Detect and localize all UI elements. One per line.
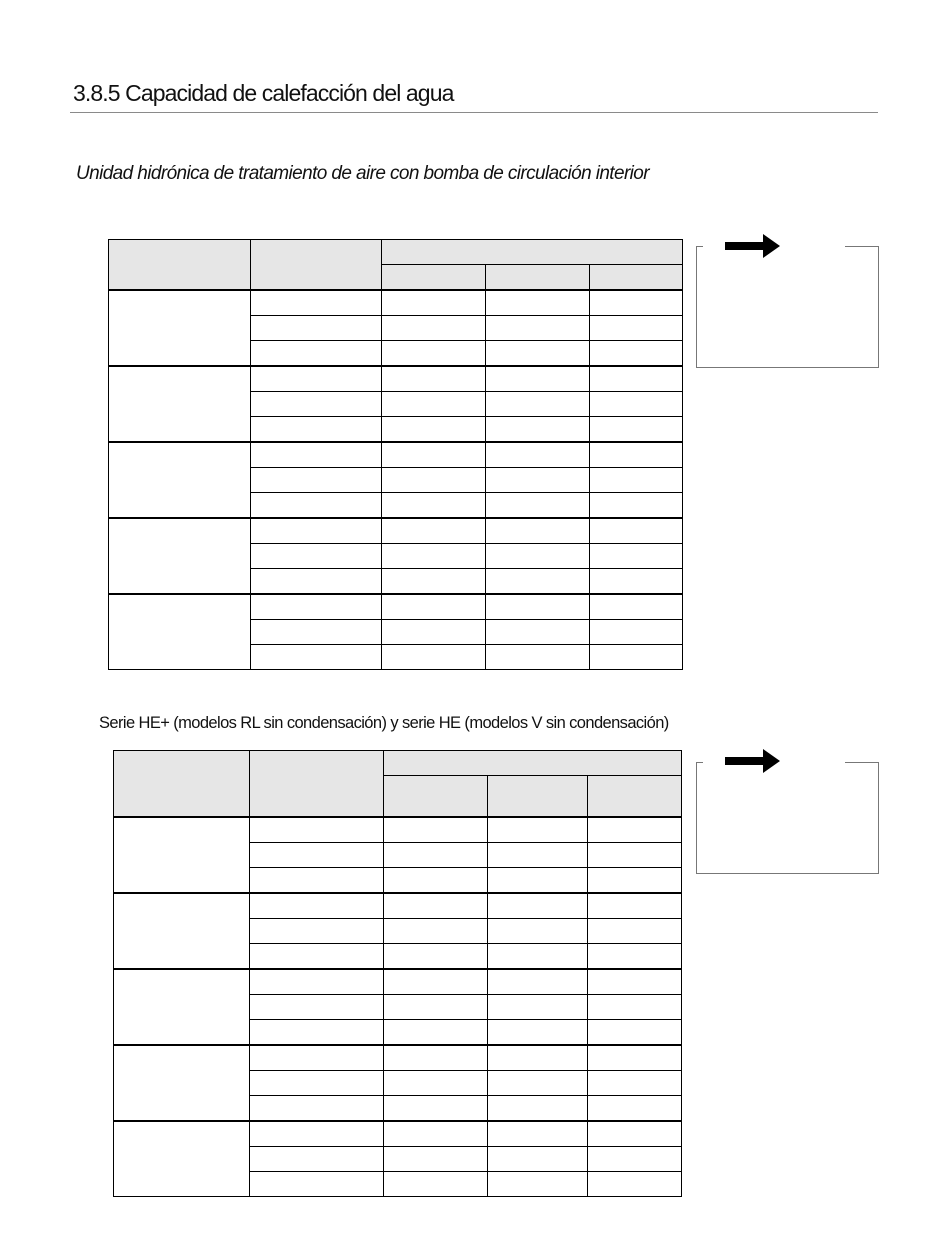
table-cell (488, 1121, 588, 1147)
table-cell (382, 417, 486, 443)
table-cell (590, 290, 683, 316)
arrow-right-icon (722, 231, 782, 261)
table-cell (384, 995, 488, 1020)
table-cell (590, 645, 683, 670)
table-cell (382, 544, 486, 569)
table-cell (590, 316, 683, 341)
note-box-1 (696, 246, 879, 368)
table-row (109, 442, 683, 468)
table-row (109, 290, 683, 316)
section-1-subtitle: Unidad hidrónica de tratamiento de aire con bomba de circulación interior (76, 163, 649, 184)
table-header-row (109, 240, 683, 265)
table-cell (384, 893, 488, 919)
header-cell-condition (250, 751, 384, 818)
table-cell (486, 417, 590, 443)
table-cell (251, 620, 382, 645)
table-cell (384, 1096, 488, 1122)
table-cell (384, 919, 488, 944)
subheader-cell (486, 265, 590, 291)
table-cell (251, 442, 382, 468)
table-cell (250, 1147, 384, 1172)
table-row (114, 1045, 682, 1071)
arrow-right-icon (722, 746, 782, 776)
table-cell (250, 868, 384, 894)
table-cell (382, 366, 486, 392)
table-cell (251, 392, 382, 417)
table-cell (588, 1045, 682, 1071)
table-cell (486, 493, 590, 519)
subheader-cell (384, 776, 488, 818)
table-cell (251, 341, 382, 367)
table-cell (486, 620, 590, 645)
subheader-cell (590, 265, 683, 291)
table-cell (250, 1121, 384, 1147)
table-cell (488, 1147, 588, 1172)
table-cell (251, 316, 382, 341)
table-cell (590, 392, 683, 417)
table-row (114, 817, 682, 843)
group-label-cell (114, 1121, 250, 1197)
table-cell (250, 893, 384, 919)
header-cell-model (114, 751, 250, 818)
group-label-cell (114, 969, 250, 1045)
group-label-cell (114, 893, 250, 969)
table-cell (590, 493, 683, 519)
table-cell (251, 417, 382, 443)
table-cell (588, 843, 682, 868)
table-cell (488, 969, 588, 995)
subheader-cell (488, 776, 588, 818)
table-cell (382, 620, 486, 645)
header-cell-group (382, 240, 683, 265)
table-row (114, 893, 682, 919)
table-cell (590, 620, 683, 645)
table-cell (588, 1172, 682, 1197)
table-cell (588, 1147, 682, 1172)
table-cell (486, 392, 590, 417)
heating-capacity-table-2 (113, 750, 682, 1197)
table-cell (486, 468, 590, 493)
table-cell (588, 1071, 682, 1096)
table-row (114, 1121, 682, 1147)
table-cell (488, 893, 588, 919)
table-cell (590, 594, 683, 620)
table-cell (384, 944, 488, 970)
table-cell (486, 341, 590, 367)
subheader-cell (382, 265, 486, 291)
table-cell (486, 518, 590, 544)
table-cell (588, 1096, 682, 1122)
table-cell (486, 645, 590, 670)
table-cell (488, 995, 588, 1020)
table-cell (382, 290, 486, 316)
table-cell (488, 919, 588, 944)
table-cell (250, 919, 384, 944)
table-cell (384, 969, 488, 995)
table-cell (488, 817, 588, 843)
table-cell (382, 442, 486, 468)
table-cell (588, 893, 682, 919)
table-cell (590, 417, 683, 443)
table-cell (488, 868, 588, 894)
table-cell (486, 544, 590, 569)
table-cell (486, 366, 590, 392)
table-cell (384, 1172, 488, 1197)
table-cell (588, 944, 682, 970)
table-cell (588, 1121, 682, 1147)
group-label-cell (109, 366, 251, 442)
table-cell (588, 919, 682, 944)
table-cell (488, 1071, 588, 1096)
table-cell (590, 544, 683, 569)
table-cell (382, 594, 486, 620)
table-cell (384, 1121, 488, 1147)
table-row (109, 594, 683, 620)
group-label-cell (114, 1045, 250, 1121)
table-cell (588, 995, 682, 1020)
table-cell (486, 290, 590, 316)
table-cell (590, 442, 683, 468)
table-cell (488, 1020, 588, 1046)
table-cell (250, 817, 384, 843)
table-cell (382, 645, 486, 670)
table-cell (384, 1147, 488, 1172)
note-box-2 (696, 762, 879, 874)
table-row (114, 969, 682, 995)
table-row (109, 366, 683, 392)
table-cell (486, 442, 590, 468)
table-cell (251, 645, 382, 670)
table-cell (384, 1071, 488, 1096)
table-cell (590, 569, 683, 595)
table-cell (486, 316, 590, 341)
group-label-cell (109, 518, 251, 594)
table-cell (384, 1045, 488, 1071)
section-2-subtitle: Serie HE+ (modelos RL sin condensación) y serie HE (modelos V sin condensación) (99, 714, 669, 732)
table-cell (486, 569, 590, 595)
table-cell (384, 843, 488, 868)
table-cell (251, 594, 382, 620)
table-row (109, 518, 683, 544)
table-cell (251, 290, 382, 316)
group-label-cell (109, 594, 251, 670)
heating-capacity-table-1 (108, 239, 683, 670)
header-cell-model (109, 240, 251, 291)
table-cell (590, 341, 683, 367)
group-label-cell (109, 290, 251, 366)
heading-rule (70, 112, 878, 113)
table-cell (250, 1020, 384, 1046)
table-cell (382, 468, 486, 493)
table-cell (250, 969, 384, 995)
table-cell (382, 493, 486, 519)
table-cell (382, 341, 486, 367)
table-cell (588, 817, 682, 843)
table-cell (488, 1045, 588, 1071)
table-cell (488, 843, 588, 868)
table-cell (384, 817, 488, 843)
table-cell (250, 1045, 384, 1071)
table-cell (590, 518, 683, 544)
table-cell (382, 518, 486, 544)
table-cell (251, 518, 382, 544)
table-cell (250, 843, 384, 868)
table-cell (488, 1096, 588, 1122)
table-cell (251, 366, 382, 392)
table-cell (486, 594, 590, 620)
table-cell (382, 392, 486, 417)
table-cell (250, 1071, 384, 1096)
table-cell (251, 544, 382, 569)
table-cell (382, 569, 486, 595)
table-cell (382, 316, 486, 341)
table-cell (488, 1172, 588, 1197)
table-cell (250, 944, 384, 970)
table-cell (250, 1172, 384, 1197)
table-cell (384, 868, 488, 894)
subheader-cell (588, 776, 682, 818)
table-cell (251, 493, 382, 519)
header-cell-group (384, 751, 682, 776)
table-cell (384, 1020, 488, 1046)
table-cell (590, 366, 683, 392)
group-label-cell (109, 442, 251, 518)
header-cell-condition (251, 240, 382, 291)
table-cell (488, 944, 588, 970)
table-cell (588, 868, 682, 894)
table-cell (250, 1096, 384, 1122)
table-header-row (114, 751, 682, 776)
table-cell (590, 468, 683, 493)
page-heading: 3.8.5 Capacidad de calefacción del agua (73, 80, 454, 106)
group-label-cell (114, 817, 250, 893)
table-cell (588, 1020, 682, 1046)
table-cell (251, 468, 382, 493)
table-cell (251, 569, 382, 595)
table-cell (588, 969, 682, 995)
table-cell (250, 995, 384, 1020)
